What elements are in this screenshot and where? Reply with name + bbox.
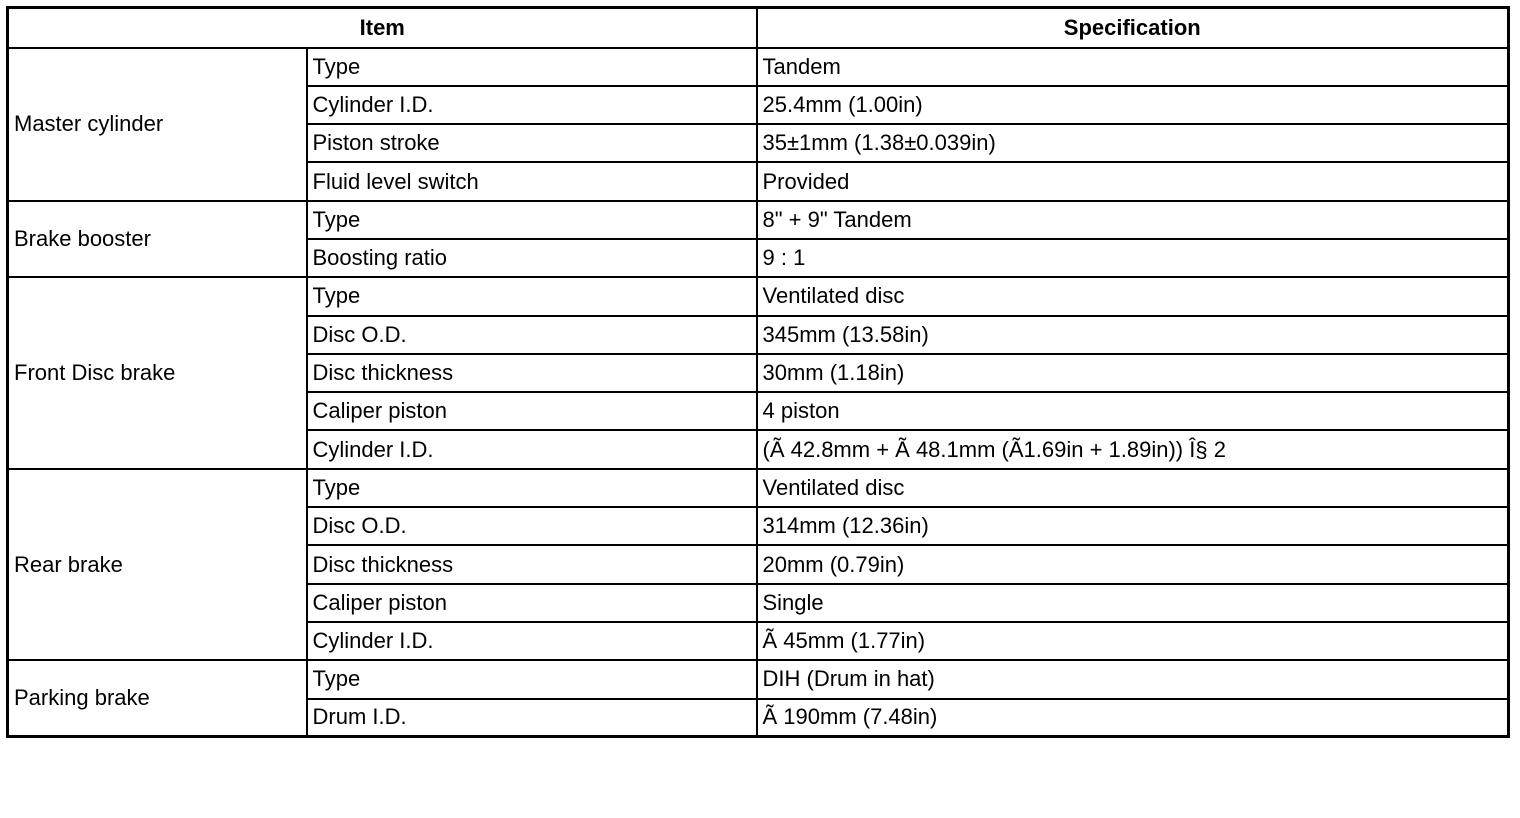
spec-cell: 4 piston — [757, 392, 1509, 430]
item-cell: Cylinder I.D. — [307, 622, 757, 660]
spec-cell: Ã 45mm (1.77in) — [757, 622, 1509, 660]
table-row — [8, 469, 1509, 507]
spec-cell: Ã 190mm (7.48in) — [757, 699, 1509, 737]
spec-cell: Ventilated disc — [757, 277, 1509, 315]
item-cell: Fluid level switch — [307, 162, 757, 200]
item-cell: Type — [307, 469, 757, 507]
spec-cell: 314mm (12.36in) — [757, 507, 1509, 545]
item-cell: Boosting ratio — [307, 239, 757, 277]
spec-cell: 20mm (0.79in) — [757, 545, 1509, 583]
spec-cell: 345mm (13.58in) — [757, 316, 1509, 354]
group-name-cell: Front Disc brake — [8, 277, 307, 468]
item-cell: Cylinder I.D. — [307, 86, 757, 124]
spec-cell: Ventilated disc — [757, 469, 1509, 507]
table-row — [8, 660, 1509, 698]
specification-header: Specification — [757, 8, 1509, 48]
item-cell: Disc O.D. — [307, 316, 757, 354]
table-row — [8, 277, 1509, 315]
spec-cell: (Ã 42.8mm + Ã 48.1mm (Ã1.69in + 1.89in)) Î§ 2 — [757, 430, 1509, 468]
table-row — [8, 48, 1509, 86]
item-cell: Disc thickness — [307, 545, 757, 583]
group-name-cell: Parking brake — [8, 660, 307, 737]
item-cell: Disc O.D. — [307, 507, 757, 545]
spec-body — [8, 48, 1509, 737]
item-cell: Cylinder I.D. — [307, 430, 757, 468]
item-cell: Piston stroke — [307, 124, 757, 162]
group-name-cell: Master cylinder — [8, 48, 307, 201]
item-cell: Drum I.D. — [307, 699, 757, 737]
spec-cell: 30mm (1.18in) — [757, 354, 1509, 392]
spec-cell: Tandem — [757, 48, 1509, 86]
header-row — [8, 8, 1509, 48]
item-header: Item — [8, 8, 757, 48]
spec-cell: DIH (Drum in hat) — [757, 660, 1509, 698]
item-cell: Type — [307, 277, 757, 315]
item-cell: Caliper piston — [307, 392, 757, 430]
spec-cell: 8" + 9" Tandem — [757, 201, 1509, 239]
brake-spec-table — [6, 6, 1510, 738]
group-name-cell: Rear brake — [8, 469, 307, 660]
spec-cell: Single — [757, 584, 1509, 622]
spec-cell: 25.4mm (1.00in) — [757, 86, 1509, 124]
item-cell: Type — [307, 660, 757, 698]
spec-cell: Provided — [757, 162, 1509, 200]
spec-cell: 9 : 1 — [757, 239, 1509, 277]
item-cell: Caliper piston — [307, 584, 757, 622]
item-cell: Type — [307, 201, 757, 239]
table-row — [8, 201, 1509, 239]
item-cell: Disc thickness — [307, 354, 757, 392]
item-cell: Type — [307, 48, 757, 86]
spec-cell: 35±1mm (1.38±0.039in) — [757, 124, 1509, 162]
group-name-cell: Brake booster — [8, 201, 307, 278]
